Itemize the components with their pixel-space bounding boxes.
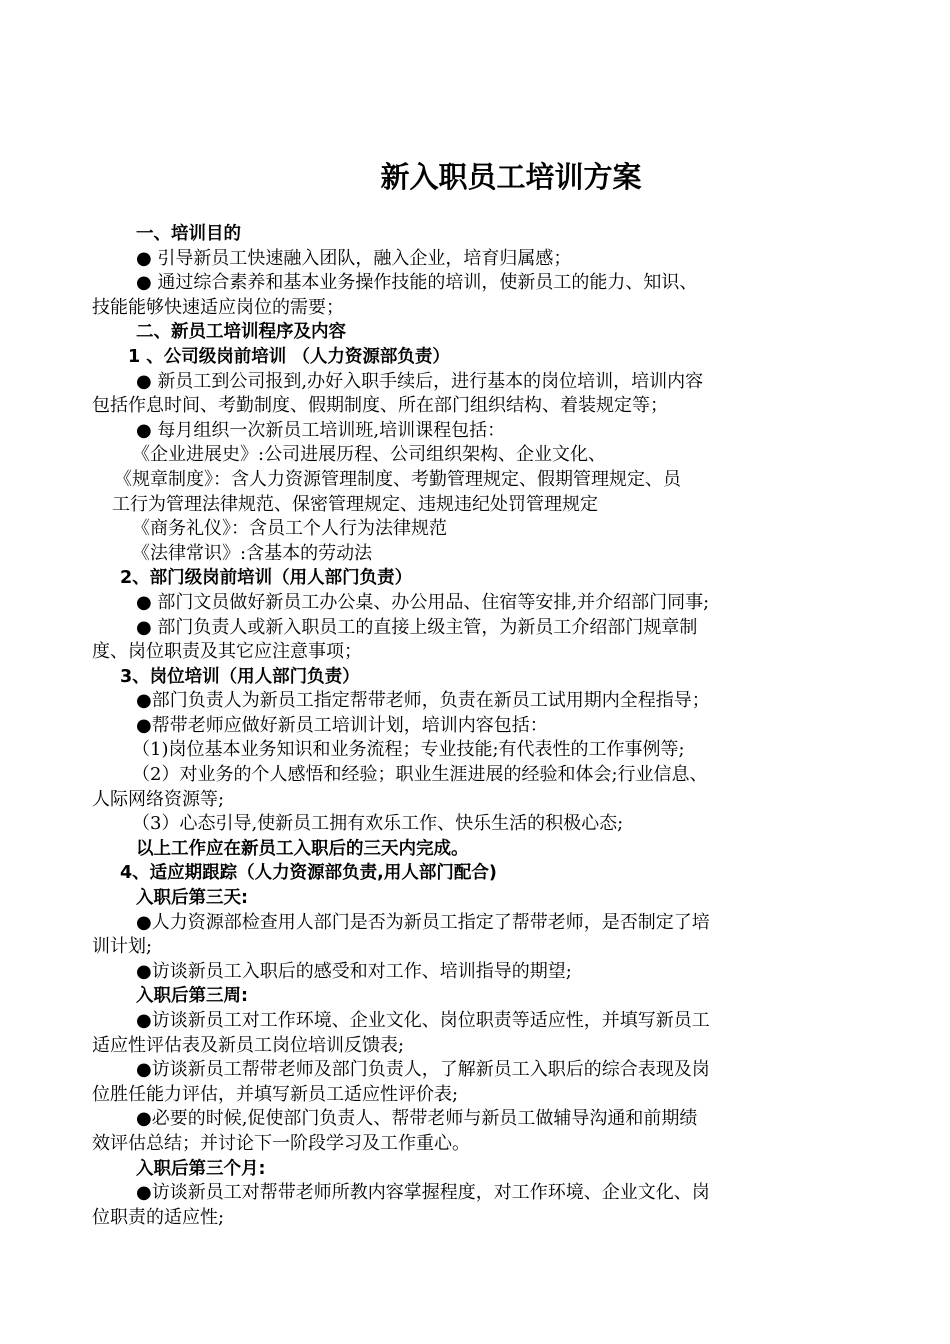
continuation-line: 适应性评估表及新员工岗位培训反馈表;: [92, 1034, 405, 1056]
course-line: 《商务礼仪》：含员工个人行为法律规范: [132, 518, 447, 540]
bullet-line: ●帮带老师应做好新员工培训计划，培训内容包括：: [136, 714, 548, 736]
continuation-line: 效评估总结；并讨论下一阶段学习及工作重心。: [92, 1132, 470, 1154]
bullet-line: ● 通过综合素养和基本业务操作技能的培训，使新员工的能力、知识、: [136, 272, 698, 294]
continuation-line: 位职责的适应性;: [92, 1206, 225, 1228]
section-heading: 二、新员工培训程序及内容: [136, 322, 346, 343]
bullet-line: ●访谈新员工帮带老师及部门负责人，了解新员工入职后的综合表现及岗: [136, 1059, 710, 1081]
bullet-line: ● 部门负责人或新入职员工的直接上级主管，为新员工介绍部门规章制: [136, 616, 698, 638]
subsection-heading: 4、适应期跟踪（人力资源部负责,用人部门配合): [120, 863, 497, 884]
numbered-line: （1)岗位基本业务知识和业务流程；专业技能;有代表性的工作事例等;: [132, 739, 685, 761]
course-line: 《企业进展史》:公司进展历程、公司组织架构、企业文化、: [132, 444, 607, 466]
course-line: 《规章制度》：含人力资源管理制度、考勤管理规定、假期管理规定、员: [114, 468, 681, 490]
bullet-line: ● 新员工到公司报到,办好入职手续后，进行基本的岗位培训，培训内容: [136, 370, 704, 392]
numbered-line: （2）对业务的个人感悟和经验；职业生涯进展的经验和体会;行业信息、: [132, 764, 708, 786]
phase-heading: 入职后第三周:: [136, 986, 248, 1007]
continuation-line: 训计划;: [92, 936, 153, 958]
phase-heading: 入职后第三天:: [136, 888, 248, 909]
subsection-heading: 2、部门级岗前培训（用人部门负责）: [120, 568, 413, 589]
bullet-line: ●访谈新员工入职后的感受和对工作、培训指导的期望;: [136, 960, 572, 982]
bullet-line: ●部门负责人为新员工指定帮带老师，负责在新员工试用期内全程指导；: [136, 690, 710, 712]
bullet-line: ● 引导新员工快速融入团队，融入企业，培育归属感；: [136, 247, 572, 269]
course-line: 《法律常识》:含基本的劳动法: [132, 542, 373, 564]
bullet-line: ● 每月组织一次新员工培训班,培训课程包括：: [136, 419, 506, 441]
continuation-line: 人际网络资源等;: [92, 788, 225, 810]
continuation-line: 位胜任能力评估，并填写新员工适应性评价表;: [92, 1083, 459, 1105]
emphasis-line: 以上工作应在新员工入职后的三天内完成。: [136, 838, 469, 859]
subsection-heading: 1 、公司级岗前培训 （人力资源部负责）: [128, 346, 450, 367]
section-heading: 一、培训目的: [136, 224, 241, 244]
subsection-heading: 3、岗位培训（用人部门负责）: [120, 666, 360, 687]
phase-heading: 入职后第三个月:: [136, 1158, 266, 1179]
numbered-line: （3）心态引导,使新员工拥有欢乐工作、快乐生活的积极心态;: [132, 813, 624, 835]
bullet-line: ●访谈新员工对帮带老师所教内容掌握程度，对工作环境、企业文化、岗: [136, 1182, 710, 1204]
bullet-line: ●人力资源部检查用人部门是否为新员工指定了帮带老师，是否制定了培: [136, 911, 710, 933]
bullet-line: ● 部门文员做好新员工办公桌、办公用品、住宿等安排,并介绍部门同事;: [136, 591, 710, 613]
bullet-line: ●访谈新员工对工作环境、企业文化、岗位职责等适应性，并填写新员工: [136, 1010, 710, 1031]
document-title: 新入职员工培训方案: [380, 160, 642, 194]
continuation-line: 度、岗位职责及其它应注意事项；: [92, 641, 362, 663]
bullet-line: ●必要的时候,促使部门负责人、帮带老师与新员工做辅导沟通和前期绩: [136, 1108, 698, 1130]
continuation-line: 包括作息时间、考勤制度、假期制度、所在部门组织结构、着装规定等；: [92, 395, 668, 417]
continuation-line: 技能能够快速适应岗位的需要；: [92, 296, 344, 318]
continuation-line: 工行为管理法律规范、保密管理规定、违规违纪处罚管理规定: [112, 493, 598, 515]
